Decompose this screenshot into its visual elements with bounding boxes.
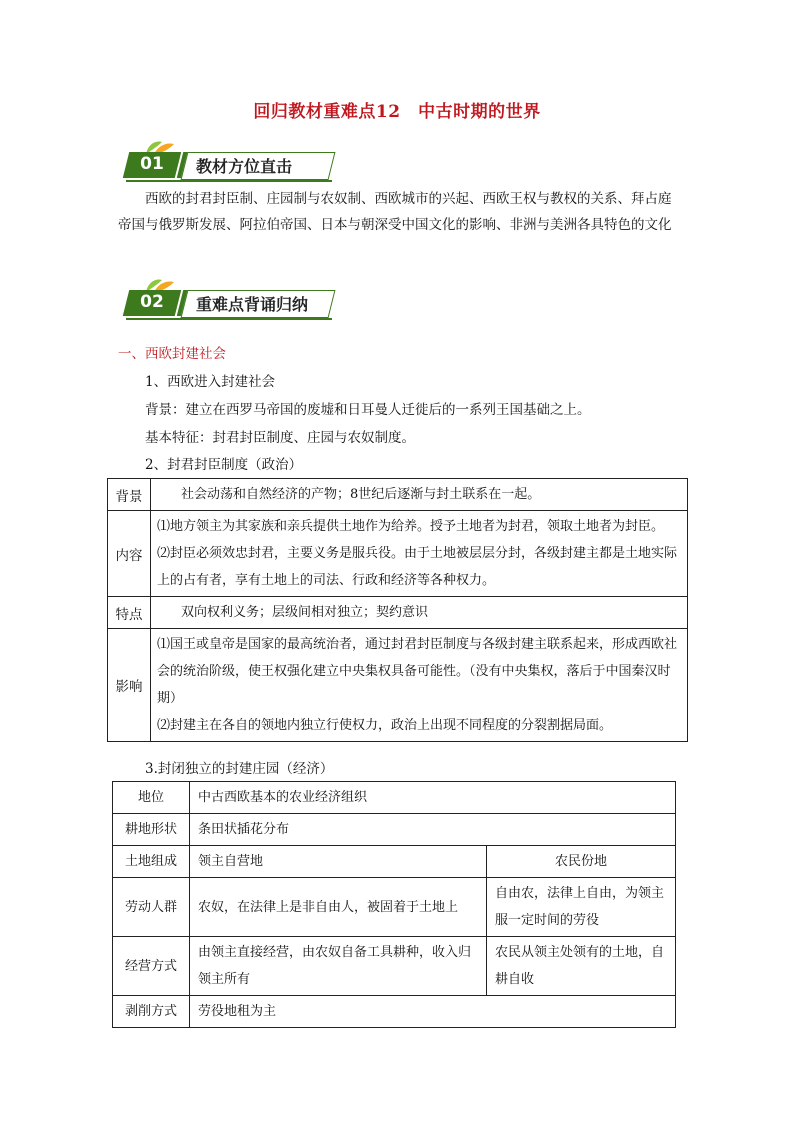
table-row (108, 629, 688, 742)
fief-system-table (107, 478, 688, 742)
section-header-02 (126, 280, 338, 320)
table-row (108, 597, 688, 629)
row-header: 经营方式 (113, 937, 190, 996)
table-row (113, 846, 676, 878)
row-header: 耕地形状 (113, 814, 190, 846)
manor-table (112, 781, 676, 1028)
subheading-3: 3.封闭独立的封建庄园（经济） (145, 761, 334, 777)
table-cell: 农民从领主处领有的土地，自耕自收 (487, 937, 676, 996)
row-header: 内容 (108, 511, 151, 597)
cell-text: ⑴国王或皇帝是国家的最高统治者，通过封君封臣制度与各级封建主联系起来，形成西欧社会的统治阶级，使王权强化建立中央集权具备可能性。（没有中央集权，落后于中国秦汉时期） (157, 637, 678, 706)
background-text: 背景：建立在西罗马帝国的废墟和日耳曼人迁徙后的一系列王国基础之上。 (145, 402, 591, 418)
cell-text: ⑵封建主在各自的领地内独立行使权力，政治上出现不同程度的分裂割据局面。 (157, 718, 613, 733)
subheading-1: 1、西欧进入封建社会 (145, 374, 276, 390)
table-row (108, 511, 688, 597)
table-row (113, 996, 676, 1028)
section-label: 教材方位直击 (196, 157, 293, 176)
row-header: 背景 (108, 479, 151, 511)
section-number: 02 (140, 292, 164, 312)
cell-text: ⑴地方领主为其家族和亲兵提供土地作为给养。授予土地者为封君，领取土地者为封臣。 (157, 519, 665, 534)
table-row (113, 814, 676, 846)
row-header: 影响 (108, 629, 151, 742)
part-heading: 一、西欧封建社会 (118, 346, 226, 362)
table-cell: 农奴，在法律上是非自由人，被固着于土地上 (190, 878, 487, 937)
table-row (108, 479, 688, 511)
table-cell: 中古西欧基本的农业经济组织 (190, 782, 676, 814)
row-header: 土地组成 (113, 846, 190, 878)
table-cell: 领主自营地 (190, 846, 487, 878)
table-cell: 条田状插花分布 (190, 814, 676, 846)
subheading-2: 2、封君封臣制度（政治） (145, 457, 303, 473)
row-header: 剥削方式 (113, 996, 190, 1028)
table-row (113, 937, 676, 996)
features-text: 基本特征：封君封臣制度、庄园与农奴制度。 (145, 430, 415, 446)
section-number: 01 (140, 154, 164, 174)
section-header-01 (126, 142, 338, 182)
row-header: 劳动人群 (113, 878, 190, 937)
cell-text: ⑵封臣必须效忠封君，主要义务是服兵役。由于土地被层层分封，各级封建主都是土地实际上的占有者，享有土地上的司法、行政和经济等各种权力。 (157, 546, 678, 588)
table-row (113, 782, 676, 814)
table-cell: 由领主直接经营，由农奴自备工具耕种，收入归领主所有 (190, 937, 487, 996)
document-title: 回归教材重难点12 中古时期的世界 (253, 102, 541, 122)
row-header: 特点 (108, 597, 151, 629)
table-row (113, 878, 676, 937)
section-label: 重难点背诵归纳 (196, 295, 309, 314)
cell-text: 双向权利义务；层级间相对独立；契约意识 (181, 605, 429, 620)
cell-text: 社会动荡和自然经济的产物；8世纪后逐渐与封土联系在一起。 (181, 487, 541, 502)
table-cell: 劳役地租为主 (190, 996, 676, 1028)
row-header: 地位 (113, 782, 190, 814)
intro-paragraph: 西欧的封君封臣制、庄园制与农奴制、西欧城市的兴起、西欧王权与教权的关系、拜占庭帝国与俄罗斯发展、阿拉伯帝国、日本与朝深受中国文化的影响、非洲与美洲各具特色的文化 (118, 191, 672, 233)
table-cell: 农民份地 (487, 846, 676, 878)
table-cell: 自由农，法律上自由，为领主服一定时间的劳役 (487, 878, 676, 937)
